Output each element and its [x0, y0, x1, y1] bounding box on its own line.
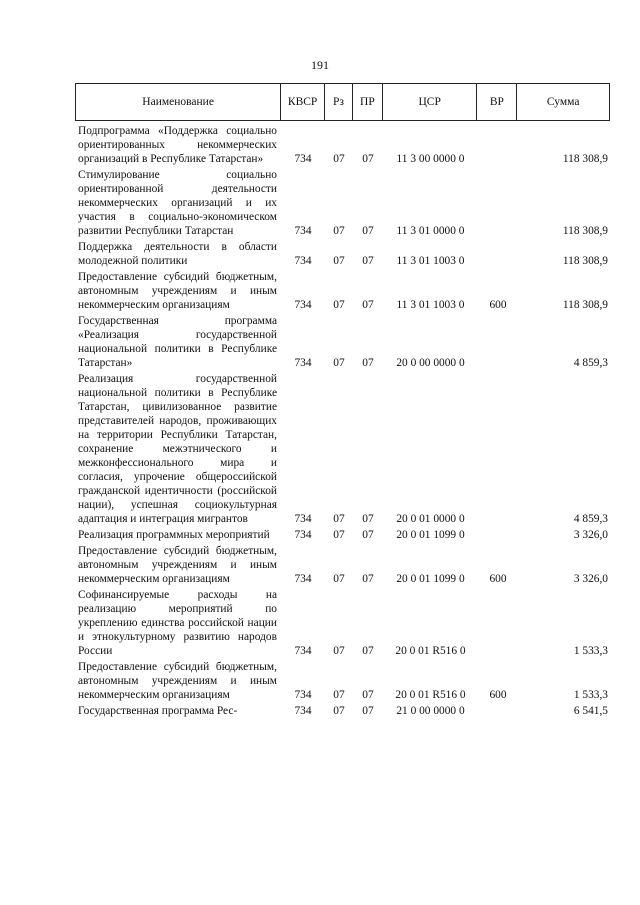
table-row: [75, 704, 610, 718]
table-body: [75, 124, 610, 720]
table-row: [75, 660, 610, 702]
cell-sum: 1 533,3: [573, 645, 608, 657]
cell-pr: 07: [362, 299, 374, 311]
table-row: [75, 240, 610, 268]
cell-kvsr: 734: [294, 705, 312, 717]
cell-rz: 07: [333, 529, 345, 541]
cell-csr: 20 0 00 0000 0: [396, 357, 465, 369]
cell-rz: 07: [333, 645, 345, 657]
cell-csr: 20 0 01 1099 0: [396, 573, 465, 585]
cell-pr: 07: [362, 153, 374, 165]
cell-csr: 20 0 01 1099 0: [396, 529, 465, 541]
cell-csr: 11 3 01 0000 0: [396, 225, 465, 237]
cell-sum: 118 308,9: [562, 299, 608, 311]
cell-rz: 07: [333, 299, 345, 311]
cell-sum: 118 308,9: [562, 225, 608, 237]
cell-csr: 20 0 01 R516 0: [395, 689, 466, 701]
cell-sum: 1 533,3: [573, 689, 608, 701]
cell-kvsr: 734: [294, 689, 312, 701]
cell-pr: 07: [362, 357, 374, 369]
cell-vr: 600: [489, 573, 507, 585]
cell-pr: 07: [362, 513, 374, 525]
cell-kvsr: 734: [294, 153, 312, 165]
table-row: [75, 372, 610, 526]
cell-csr: 11 3 01 1003 0: [396, 299, 465, 311]
cell-kvsr: 734: [294, 357, 312, 369]
cell-pr: 07: [362, 645, 374, 657]
cell-rz: 07: [333, 225, 345, 237]
cell-pr: 07: [362, 705, 374, 717]
cell-kvsr: 734: [294, 645, 312, 657]
cell-sum: 118 308,9: [562, 255, 608, 267]
header-sum: Сумма: [546, 96, 580, 108]
cell-name: Реализация государственной национальной политики в Республике Татарстан, цивилизованное развитие представителей народов, проживающих на территории Республики Татарстан, сохранение межэтнического и межконфессионального мира и согласия, упрочение общероссийской гражданской идентичности (российской нации), успешная социокультурная адаптация и интеграция мигрантов: [78, 373, 277, 525]
cell-rz: 07: [333, 513, 345, 525]
header-csr: ЦСР: [383, 84, 478, 120]
cell-rz: 07: [333, 357, 345, 369]
cell-kvsr: 734: [294, 255, 312, 267]
table-row: [75, 270, 610, 312]
cell-kvsr: 734: [294, 573, 312, 585]
cell-csr: 20 0 01 0000 0: [396, 513, 465, 525]
cell-name: Подпрограмма «Поддержка социально ориентированных некоммерческих организаций в Республике Татарстан»: [78, 125, 277, 165]
cell-name: Поддержка деятельности в области молодежной политики: [78, 241, 277, 267]
cell-kvsr: 734: [294, 513, 312, 525]
header-vr: ВР: [477, 84, 517, 120]
cell-rz: 07: [333, 705, 345, 717]
cell-sum: 118 308,9: [562, 153, 608, 165]
cell-name: Предоставление субсидий бюджетным, автономным учреждениям и иным некоммерческим организациям: [78, 661, 277, 701]
cell-name: Реализация программных мероприятий: [78, 529, 270, 541]
cell-pr: 07: [362, 573, 374, 585]
cell-name: Государственная программа Рес-: [78, 705, 238, 717]
cell-name: Предоставление субсидий бюджетным, автономным учреждениям и иным некоммерческим организациям: [78, 271, 277, 311]
cell-vr: 600: [489, 299, 507, 311]
table-row: [75, 124, 610, 166]
page-number: 191: [311, 58, 329, 72]
cell-rz: 07: [333, 573, 345, 585]
cell-name: Софинансируемые расходы на реализацию мероприятий по укреплению единства российской нации и этнокультурному развитию народов России: [78, 589, 277, 657]
cell-pr: 07: [362, 255, 374, 267]
cell-kvsr: 734: [294, 529, 312, 541]
cell-kvsr: 734: [294, 225, 312, 237]
cell-kvsr: 734: [294, 299, 312, 311]
header-name: Наименование: [76, 84, 281, 120]
table-row: [75, 588, 610, 658]
cell-sum: 6 541,5: [573, 705, 608, 717]
cell-csr: 20 0 01 R516 0: [395, 645, 466, 657]
header-rz: Рз: [325, 84, 353, 120]
cell-sum: 3 326,0: [573, 573, 608, 585]
cell-pr: 07: [362, 529, 374, 541]
table-row: [75, 168, 610, 238]
cell-pr: 07: [362, 225, 374, 237]
header-kvsr: КВСР: [281, 84, 325, 120]
table-row: [75, 314, 610, 370]
cell-csr: 21 0 00 0000 0: [396, 705, 465, 717]
cell-pr: 07: [362, 689, 374, 701]
cell-rz: 07: [333, 255, 345, 267]
header-pr: ПР: [353, 84, 383, 120]
cell-csr: 11 3 01 1003 0: [396, 255, 465, 267]
cell-name: Государственная программа «Реализация государственной национальной политики в Республике Татарстан»: [78, 315, 277, 369]
cell-rz: 07: [333, 689, 345, 701]
table-header: [75, 83, 610, 121]
cell-sum: 3 326,0: [573, 529, 608, 541]
cell-csr: 11 3 00 0000 0: [396, 153, 465, 165]
table-row: [75, 528, 610, 542]
cell-sum: 4 859,3: [573, 357, 608, 369]
cell-rz: 07: [333, 153, 345, 165]
cell-name: Стимулирование социально ориентированной деятельности некоммерческих организаций и их участия в социально-экономическом развитии Республики Татарстан: [78, 169, 277, 237]
cell-sum: 4 859,3: [573, 513, 608, 525]
cell-vr: 600: [489, 689, 507, 701]
table-row: [75, 544, 610, 586]
cell-name: Предоставление субсидий бюджетным, автономным учреждениям и иным некоммерческим организациям: [78, 545, 277, 585]
